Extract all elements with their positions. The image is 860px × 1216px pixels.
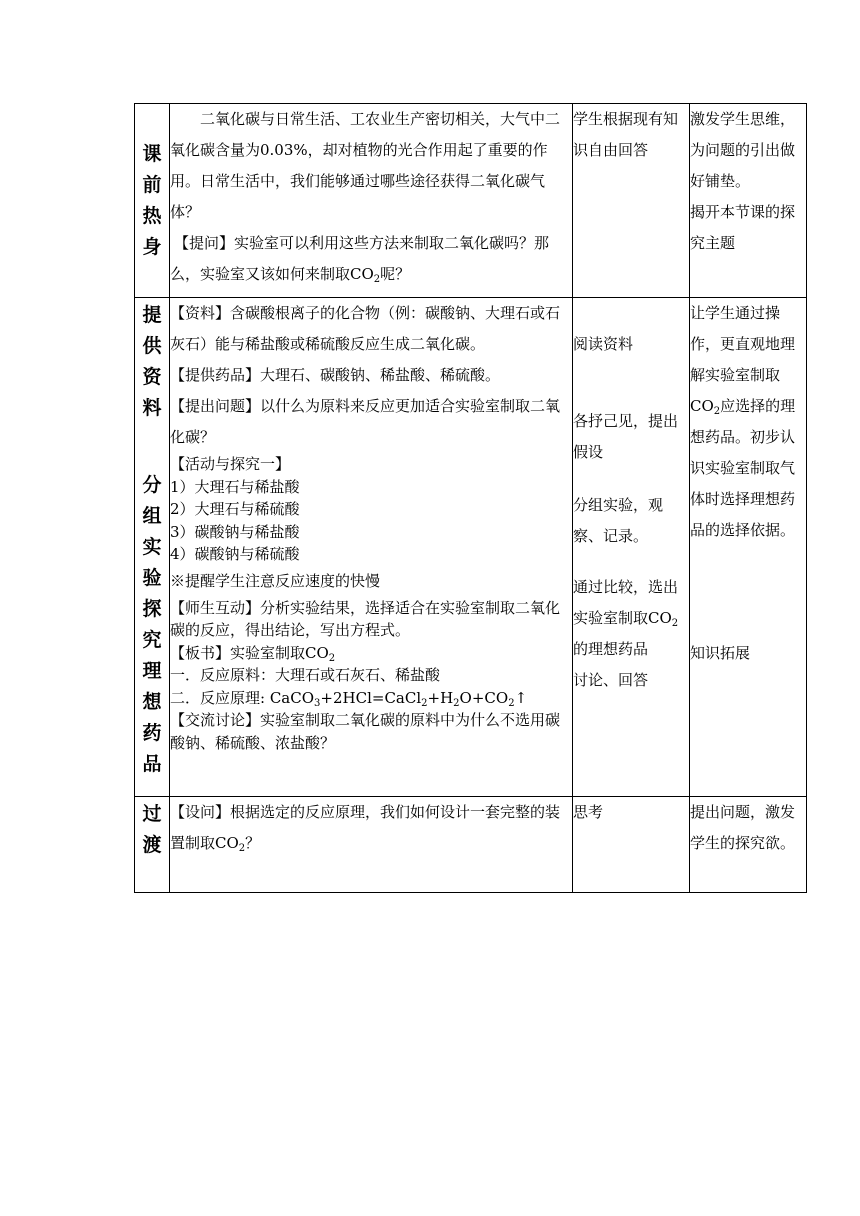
subscript: 2 (421, 697, 428, 709)
design-intent: 揭开本节课的探究主题 (690, 203, 796, 252)
equation-part: 二．反应原理: CaCO (170, 688, 315, 707)
content-cell (170, 298, 573, 797)
subscript: 2 (328, 652, 336, 664)
discussion-text: 【交流讨论】实验室制取二氧化碳的原料中为什么不选用碳酸钠、稀硫酸、浓盐酸？ (170, 711, 561, 752)
stage-char: 究 (142, 629, 162, 651)
intent-cell (690, 104, 807, 298)
co-formula: CO (305, 643, 329, 662)
stage-char: 理 (142, 660, 162, 682)
blackboard-prefix: 【板书】实验室制取 (170, 643, 306, 662)
student-cell (573, 797, 690, 893)
subscript: 3 (314, 697, 321, 709)
subscript: 2 (671, 618, 679, 629)
stage-char: 供 (142, 335, 162, 357)
design-intent: 激发学生思维，为问题的引出做好铺垫。 (690, 110, 796, 190)
stage-char: 料 (142, 397, 162, 419)
stage-char: 提 (142, 304, 162, 326)
subscript: 2 (238, 843, 246, 854)
reagents-text: 【提供药品】大理石、碳酸钠、稀盐酸、稀硫酸。 (170, 366, 501, 384)
content-cell (170, 797, 573, 893)
design-intent: 提出问题，激发学生的探究欲。 (690, 803, 796, 852)
stage-char: 想 (142, 691, 162, 713)
intent-cell (690, 797, 807, 893)
student-activity: 各抒己见，提出假设 (573, 412, 679, 461)
gas-arrow: ↑ (514, 688, 528, 707)
raw-materials-text: 一．反应原料：大理石或石灰石、稀盐酸 (170, 666, 441, 684)
question-text (170, 797, 572, 859)
material-text: 【资料】含碳酸根离子的化合物（例：碳酸钠、大理石或石灰石）能与稀盐酸或稀硫酸反应生成二氧化碳。 (170, 304, 561, 353)
co-formula: CO (690, 397, 714, 415)
stage-char: 过 (142, 803, 162, 825)
table-row (135, 797, 807, 893)
student-cell (573, 298, 690, 797)
table-row (135, 104, 807, 298)
stage-char: 资 (142, 366, 162, 388)
blackboard-text (170, 642, 572, 665)
stage-char: 实 (142, 536, 162, 558)
activity-title: 【活动与探究一】 (170, 455, 291, 473)
student-activity-prefix: 通过比较，选出实验室制取 (573, 578, 679, 627)
stage-char: 分 (142, 474, 162, 496)
reminder-text: ※提醒学生注意反应速度的快慢 (170, 571, 381, 590)
question-prefix: 【提问】实验室可以利用这些方法来制取二氧化碳吗？那么，实验室又该如何来制取 (170, 234, 550, 283)
question-suffix: 呢？ (380, 265, 411, 283)
intro-text: 二氧化碳与日常生活、工农业生产密切相关，大气中二氧化碳含量为0.03%，却对植物的光合作用起了重要的作用。日常生活中，我们能够通过哪些途径获得二氧化碳气体？ (170, 110, 561, 221)
student-activity: 分组实验，观察、记录。 (573, 496, 664, 545)
content-cell (170, 104, 573, 298)
stage-char: 探 (142, 598, 162, 620)
stage-char: 热 (142, 204, 162, 227)
subscript: 2 (453, 697, 460, 709)
student-activity-suffix: 的理想药品 (573, 640, 649, 658)
stage-char: 品 (142, 753, 162, 775)
co-formula: CO (350, 265, 374, 283)
list-item: 1）大理石与稀盐酸 (170, 477, 300, 496)
design-intent (690, 298, 806, 546)
lesson-plan-table (134, 103, 807, 893)
subscript: 2 (373, 274, 381, 285)
stage-cell (135, 298, 170, 797)
equation-part: +2HCl=CaCl (320, 688, 422, 707)
question-prefix: 【设问】根据选定的反应原理，我们如何设计一套完整的装置制取 (170, 803, 561, 852)
equation-part: +H (427, 688, 454, 707)
design-intent-prefix: 让学生通过操作，更直观地理解实验室制取 (690, 304, 796, 384)
co-formula: CO (648, 609, 672, 627)
question-text: 【提出问题】以什么为原料来反应更加适合实验室制取二氧化碳？ (170, 397, 561, 446)
subscript: 2 (508, 697, 515, 709)
list-item: 4）碳酸钠与稀硫酸 (170, 545, 300, 563)
table-row (135, 298, 807, 797)
stage-char: 渡 (142, 834, 162, 856)
intent-cell (690, 298, 807, 797)
student-activity: 讨论、回答 (573, 671, 649, 689)
list-item: 2）大理石与稀硫酸 (170, 500, 300, 518)
stage-char: 药 (142, 722, 162, 744)
interaction-text: 【师生互动】分析实验结果，选择适合在实验室制取二氧化碳的反应，得出结论，写出方程式。 (170, 598, 561, 639)
stage-char: 组 (142, 505, 162, 527)
design-intent-suffix: 应选择的理想药品。初步认识实验室制取气体时选择理想药品的选择依据。 (690, 397, 796, 539)
co-formula: CO (215, 834, 239, 852)
student-activity: 阅读资料 (573, 335, 634, 353)
list-item: 3）碳酸钠与稀盐酸 (170, 522, 300, 541)
question-suffix: ？ (245, 834, 261, 852)
student-activity: 思考 (573, 803, 604, 821)
stage-char: 身 (142, 235, 162, 258)
stage-cell (135, 797, 170, 893)
stage-char: 课 (142, 142, 162, 165)
question-text (170, 228, 572, 290)
student-cell (573, 104, 690, 298)
student-activity (573, 572, 689, 665)
stage-char: 前 (142, 173, 162, 196)
stage-cell (135, 104, 170, 298)
stage-char: 验 (142, 567, 162, 589)
equation-part: O+CO (459, 688, 509, 707)
subscript: 2 (713, 406, 721, 417)
student-activity: 学生根据现有知识自由回答 (573, 110, 679, 159)
reaction-equation (170, 687, 572, 710)
design-intent: 知识拓展 (690, 644, 751, 662)
